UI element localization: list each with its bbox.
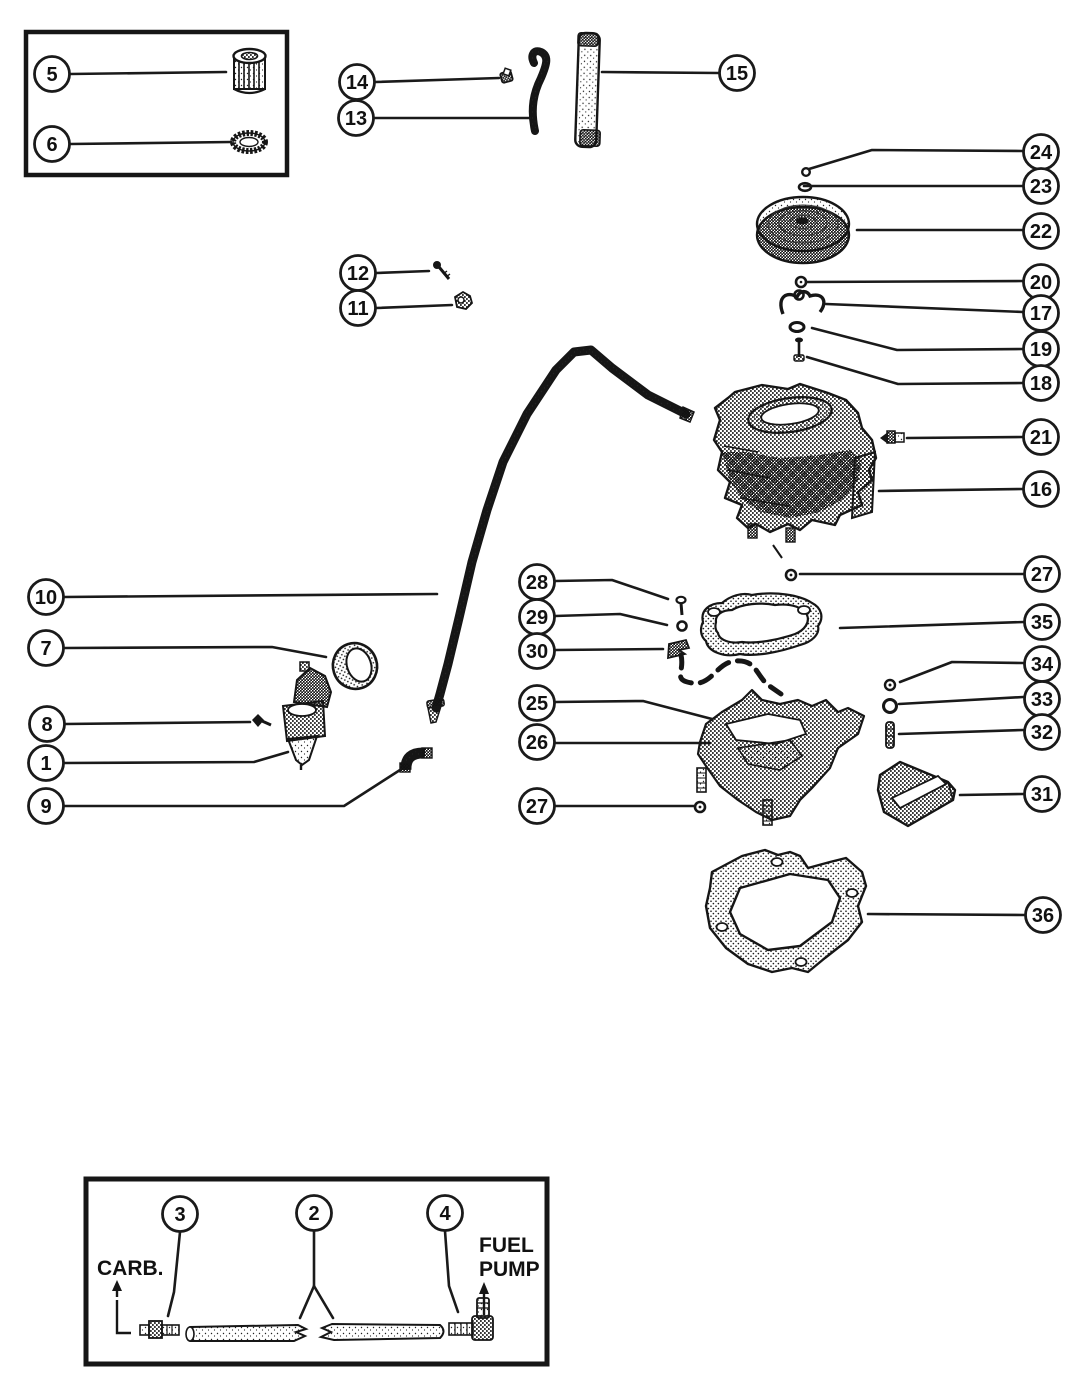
callout-23 xyxy=(804,169,1059,204)
leader-line xyxy=(300,1231,314,1318)
part-screw-8 xyxy=(252,714,271,727)
part-carburetor xyxy=(714,384,876,558)
callout-13 xyxy=(339,101,531,136)
part-fuel-filter-element xyxy=(234,49,266,93)
callout-number: 5 xyxy=(46,64,58,87)
part-fitting-21 xyxy=(880,431,904,444)
callout-number: 2 xyxy=(308,1203,320,1226)
part-nut-27-bottom xyxy=(695,802,705,812)
callout-16 xyxy=(879,472,1059,507)
part-fuel-line-j xyxy=(532,51,546,131)
part-gasket-7 xyxy=(327,637,383,694)
leader-line xyxy=(64,594,437,597)
part-washer-29 xyxy=(678,622,687,631)
callout-number: 10 xyxy=(34,587,58,610)
leader-line xyxy=(64,752,288,763)
part-carb-gasket-35 xyxy=(701,593,821,655)
callout-number: 21 xyxy=(1029,427,1053,450)
callout-number: 29 xyxy=(525,607,549,630)
part-clip-11 xyxy=(455,292,472,309)
leader-line xyxy=(807,357,1023,384)
callout-17 xyxy=(826,296,1059,331)
callout-number: 22 xyxy=(1029,221,1053,244)
callout-number: 30 xyxy=(525,641,549,664)
callout-27a xyxy=(800,557,1060,592)
leader-line xyxy=(879,489,1023,491)
callout-5 xyxy=(35,57,227,92)
callout-number: 4 xyxy=(439,1203,451,1226)
callout-21 xyxy=(907,420,1059,455)
callout-number: 26 xyxy=(525,732,549,755)
part-fuel-hose-2-right xyxy=(321,1324,444,1340)
callout-19 xyxy=(812,328,1059,367)
callout-31 xyxy=(960,777,1060,812)
callout-number: 36 xyxy=(1031,905,1055,928)
dashed-hose-route xyxy=(680,655,781,694)
part-air-cleaner xyxy=(757,197,849,263)
callout-11 xyxy=(341,291,453,326)
callout-number: 6 xyxy=(46,134,58,157)
callout-14 xyxy=(340,65,500,100)
leader-line xyxy=(812,328,1023,350)
leader-line xyxy=(65,722,250,724)
part-fuel-hose-2-left xyxy=(186,1325,306,1341)
leader-line xyxy=(807,281,1023,282)
callouts-layer xyxy=(29,56,1061,1319)
part-base-gasket-36 xyxy=(706,850,866,972)
callout-27b xyxy=(520,789,695,824)
part-screw-12 xyxy=(433,261,450,279)
callout-number: 24 xyxy=(1029,142,1053,165)
part-adapter-casting xyxy=(697,690,864,825)
callout-10 xyxy=(29,580,438,615)
part-screw-28 xyxy=(677,597,686,615)
callout-number: 8 xyxy=(41,714,53,737)
part-nut-33 xyxy=(884,700,897,713)
part-wire-bail-17 xyxy=(781,291,824,315)
leader-line xyxy=(960,794,1023,795)
leader-line xyxy=(555,580,668,599)
callout-number: 32 xyxy=(1030,722,1054,745)
callout-number: 17 xyxy=(1029,303,1053,326)
callout-number: 28 xyxy=(525,572,549,595)
part-heat-shield-31 xyxy=(878,762,955,826)
callout-33 xyxy=(899,682,1060,717)
callout-20 xyxy=(807,265,1059,300)
leader-line xyxy=(899,730,1023,734)
callout-34 xyxy=(900,647,1060,683)
callout-3 xyxy=(163,1197,198,1317)
part-carb-fitting-3 xyxy=(140,1321,179,1338)
callout-number: 1 xyxy=(40,753,52,776)
callout-number: 33 xyxy=(1030,689,1054,712)
callout-number: 16 xyxy=(1029,479,1053,502)
callout-15 xyxy=(602,56,755,91)
callout-number: 13 xyxy=(344,108,368,131)
callout-number: 25 xyxy=(525,693,549,716)
callout-number: 34 xyxy=(1030,654,1054,677)
callout-number: 19 xyxy=(1029,339,1053,362)
carb-label: CARB. xyxy=(97,1257,164,1280)
callout-1 xyxy=(29,746,289,781)
part-tube-nut xyxy=(500,68,513,83)
callout-22 xyxy=(857,214,1059,249)
leader-line xyxy=(555,614,667,625)
leader-line xyxy=(314,1286,333,1318)
callout-6 xyxy=(35,127,232,162)
callout-number: 3 xyxy=(174,1204,186,1227)
part-nut-27-top xyxy=(786,570,796,580)
callout-number: 9 xyxy=(40,796,52,819)
callout-number: 20 xyxy=(1029,272,1053,295)
leader-line xyxy=(445,1231,458,1312)
callout-number: 7 xyxy=(40,638,52,661)
callout-number: 14 xyxy=(345,72,369,95)
leader-line xyxy=(900,662,1023,682)
callout-9 xyxy=(29,770,401,824)
callout-12 xyxy=(341,256,430,291)
leader-line xyxy=(840,622,1024,628)
part-screw-18 xyxy=(794,338,804,362)
leader-line xyxy=(70,142,231,144)
callout-2 xyxy=(297,1196,334,1319)
callout-number: 27 xyxy=(1030,564,1054,587)
fuel-pump-label-line1: FUEL xyxy=(479,1234,534,1257)
part-nut-34 xyxy=(885,680,895,690)
part-fuel-line-long xyxy=(427,350,694,723)
leader-line xyxy=(809,150,1023,169)
callout-30 xyxy=(520,634,664,669)
callout-number: 23 xyxy=(1029,176,1053,199)
leader-line xyxy=(168,1232,180,1316)
part-elbow-9 xyxy=(400,748,432,772)
leader-line xyxy=(376,271,429,273)
leader-line xyxy=(826,304,1023,312)
leader-line xyxy=(899,697,1023,704)
carb-arrow xyxy=(112,1280,131,1333)
callout-7 xyxy=(29,631,327,666)
part-washer-20 xyxy=(796,277,806,287)
callout-35 xyxy=(840,605,1060,640)
part-pin-32 xyxy=(886,722,894,748)
callout-number: 18 xyxy=(1029,373,1053,396)
leader-line xyxy=(907,437,1023,438)
callout-36 xyxy=(868,898,1061,933)
leader-line xyxy=(64,770,400,806)
callout-number: 27 xyxy=(525,796,549,819)
callout-32 xyxy=(899,715,1060,750)
leader-line xyxy=(376,305,452,308)
leader-line xyxy=(64,647,326,657)
part-filter-gasket xyxy=(233,133,265,151)
callout-number: 15 xyxy=(725,63,749,86)
leader-line xyxy=(375,78,499,82)
part-washer-19 xyxy=(790,323,804,332)
callout-29 xyxy=(520,600,668,635)
leader-line xyxy=(868,914,1025,915)
callout-28 xyxy=(520,565,669,600)
leader-line xyxy=(70,72,226,74)
callout-18 xyxy=(807,357,1059,401)
callout-number: 11 xyxy=(347,298,369,321)
leader-line xyxy=(555,701,712,719)
callout-8 xyxy=(30,707,251,742)
leader-line xyxy=(555,649,663,650)
callout-24 xyxy=(809,135,1059,170)
callout-number: 12 xyxy=(346,263,370,286)
leader-line xyxy=(602,72,719,73)
fuel-pump-label-line2: PUMP xyxy=(479,1258,540,1281)
callout-25 xyxy=(520,686,713,721)
part-fuel-filter-assembly xyxy=(283,662,331,770)
callout-26 xyxy=(520,725,711,760)
callout-number: 35 xyxy=(1030,612,1054,635)
part-clip-30 xyxy=(668,640,689,658)
callout-4 xyxy=(428,1196,463,1313)
callout-number: 31 xyxy=(1030,784,1054,807)
part-fuel-hose xyxy=(575,33,600,148)
